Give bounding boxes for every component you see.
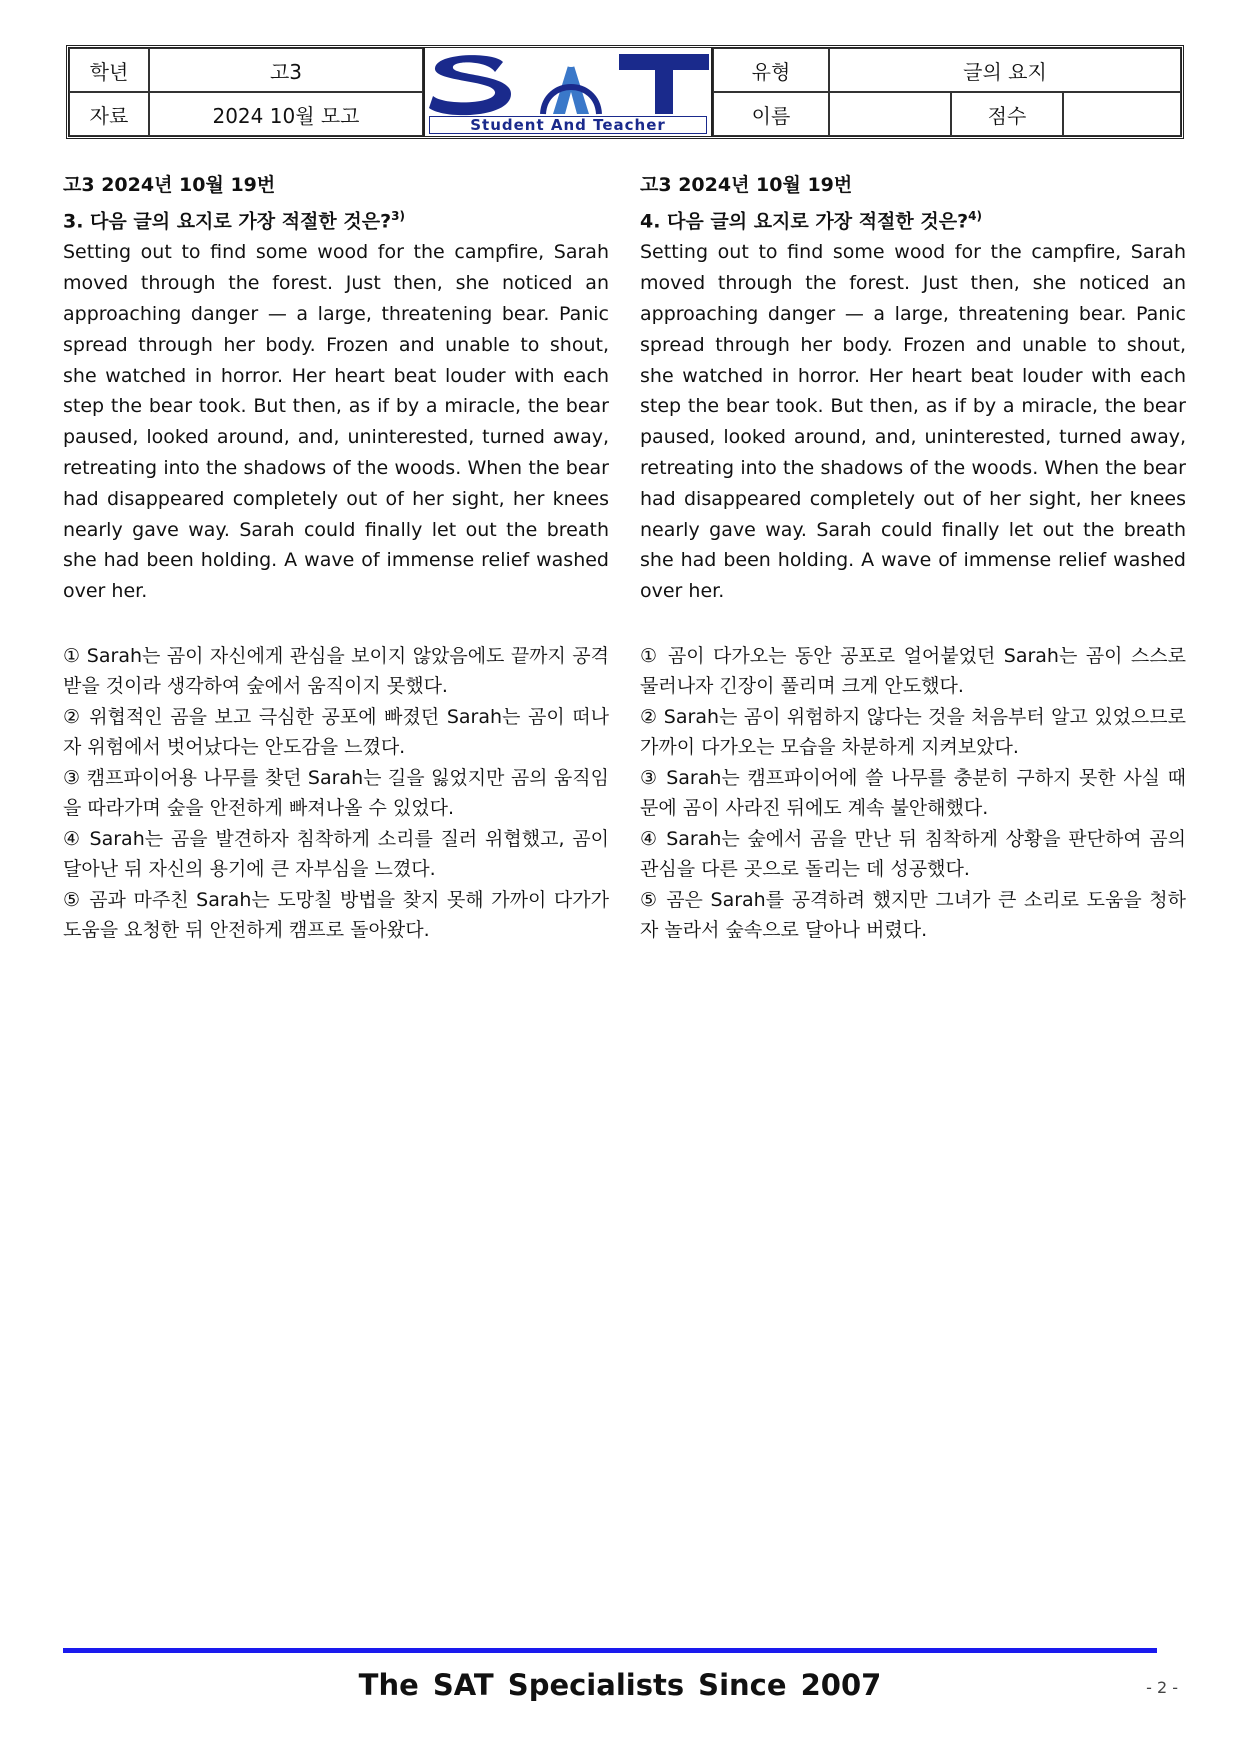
passage: Setting out to find some wood for the campfire, Sarah moved through the forest. Just then, she noticed an approaching danger — a large, threatening bear. Panic spread through her body. Frozen and unable to shout, she watched in horror. Her heart beat louder with each step the bear took. But then, as if by a miracle, the bear paused, looked around, and, uninterested, turned away, retreating into the shadows of the woods. When the bear had disappeared completely out of her sight, her knees nearly gave way. Sarah could finally let out the breath she had been holding. A wave of immense relief washed over her.: [63, 241, 609, 603]
material-value: 2024 10월 모고: [149, 92, 423, 136]
question-3: [63, 170, 609, 946]
grade-label: 학년: [69, 48, 149, 92]
header-table: [66, 33, 1184, 139]
choice-2[interactable]: ② 위협적인 곰을 보고 극심한 공포에 빠졌던 Sarah는 곰이 떠나자 위험에서 벗어났다는 안도감을 느꼈다.: [63, 705, 609, 759]
footnote-ref: 3): [391, 209, 405, 223]
choice-3[interactable]: ③ Sarah는 캠프파이어에 쓸 나무를 충분히 구하지 못한 사실 때문에 곰이 사라진 뒤에도 계속 불안해했다.: [640, 766, 1186, 820]
choice-5[interactable]: ⑤ 곰과 마주친 Sarah는 도망칠 방법을 찾지 못해 가까이 다가가 도움을 요청한 뒤 안전하게 캠프로 돌아왔다.: [63, 888, 609, 942]
name-field[interactable]: [829, 92, 951, 136]
footer-rule: [63, 1648, 1157, 1653]
question-source: 고3 2024년 10월 19번: [63, 174, 276, 196]
choice-1[interactable]: ① 곰이 다가오는 동안 공포로 얼어붙었던 Sarah는 곰이 스스로 물러나자 긴장이 풀리며 크게 안도했다.: [640, 644, 1186, 698]
question-text: 3. 다음 글의 요지로 가장 적절한 것은?: [63, 210, 392, 233]
score-field[interactable]: [1063, 92, 1181, 136]
logo-caption: Student And Teacher: [429, 116, 707, 134]
passage: Setting out to find some wood for the campfire, Sarah moved through the forest. Just then, she noticed an approaching danger — a large, threatening bear. Panic spread through her body. Frozen and unable to shout, she watched in horror. Her heart beat louder with each step the bear took. But then, as if by a miracle, the bear paused, looked around, and, uninterested, turned away, retreating into the shadows of the woods. When the bear had disappeared completely out of her sight, her knees nearly gave way. Sarah could finally let out the breath she had been holding. A wave of immense relief washed over her.: [640, 241, 1186, 603]
choice-3[interactable]: ③ 캠프파이어용 나무를 찾던 Sarah는 길을 잃었지만 곰의 움직임을 따라가며 숲을 안전하게 빠져나올 수 있었다.: [63, 766, 609, 820]
choice-list: [63, 641, 609, 946]
page-number: - 2 -: [1146, 1678, 1178, 1697]
choice-4[interactable]: ④ Sarah는 숲에서 곰을 만난 뒤 침착하게 상황을 판단하여 곰의 관심을 다른 곳으로 돌리는 데 성공했다.: [640, 827, 1186, 881]
name-label: 이름: [713, 92, 829, 136]
footer-motto: The SAT Specialists Since 2007: [358, 1668, 882, 1702]
choice-2[interactable]: ② Sarah는 곰이 위험하지 않다는 것을 처음부터 알고 있었으므로 가까이 다가오는 모습을 차분하게 지켜보았다.: [640, 705, 1186, 759]
score-label: 점수: [951, 92, 1063, 136]
choice-1[interactable]: ① Sarah는 곰이 자신에게 관심을 보이지 않았음에도 끝까지 공격받을 것이라 생각하여 숲에서 움직이지 못했다.: [63, 644, 609, 698]
question-prompt: [63, 201, 609, 237]
grade-value: 고3: [149, 48, 423, 92]
choice-5[interactable]: ⑤ 곰은 Sarah를 공격하려 했지만 그녀가 큰 소리로 도움을 청하자 놀라서 숲속으로 달아나 버렸다.: [640, 888, 1186, 942]
choice-list: [640, 641, 1186, 946]
question-text: 4. 다음 글의 요지로 가장 적절한 것은?: [640, 210, 969, 233]
sat-logo: [423, 33, 713, 136]
question-4: [640, 170, 1186, 946]
logo-letters: SAT: [425, 33, 455, 52]
type-label: 유형: [713, 48, 829, 92]
footnote-ref: 4): [968, 209, 982, 223]
sat-logo-graphic: [425, 33, 711, 118]
question-source: 고3 2024년 10월 19번: [640, 174, 853, 196]
type-value: 글의 요지: [829, 48, 1181, 92]
choice-4[interactable]: ④ Sarah는 곰을 발견하자 침착하게 소리를 질러 위협했고, 곰이 달아난 뒤 자신의 용기에 큰 자부심을 느꼈다.: [63, 827, 609, 881]
question-prompt: [640, 201, 1186, 237]
material-label: 자료: [69, 92, 149, 136]
